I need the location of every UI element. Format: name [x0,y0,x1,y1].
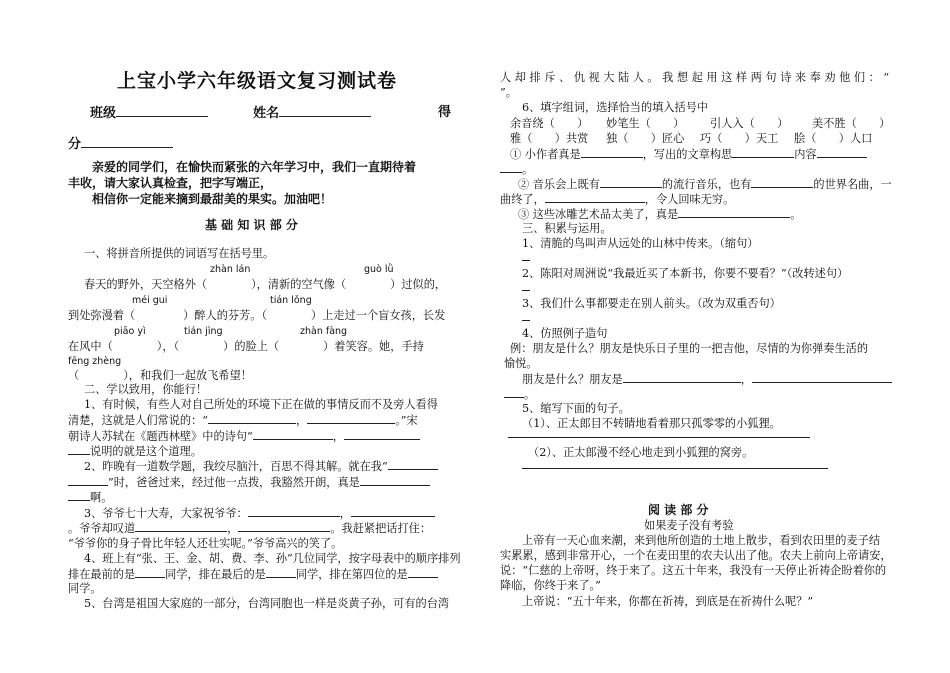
q6-word: 巧（ ）天工 [700,132,779,145]
q6-sentence-1: ① 小作者真是 ，写出的文章构思 内容 [510,146,867,162]
score-field[interactable] [81,136,173,148]
intro-line-3: 相信你一定能来摘到最甜美的果实。加油吧！ [92,192,333,206]
pinyin-guolv: guò lǜ [364,264,394,275]
q1-line-1: 春天的野外，天空格外（ ），清新的空气像（ ）过似的， [84,278,447,291]
answer-line[interactable] [522,468,828,469]
q2-item-2b: ”时，爸爸过来，经过他一点拨，我豁然开朗，真是 [68,474,430,490]
q6-sentence-3: ③ 这些冰雕艺术品太美了，真是 。 [518,208,802,221]
pinyin-zhanfang: zhàn fàng [300,326,348,337]
q2-item-4b: 排在最前的是 同学，排在最后的是 同学，排在第四位的是 [68,566,438,582]
q6-word: 引人入（ ） [710,117,789,130]
answer-line[interactable] [266,566,296,578]
q6-word: 脍（ ）人口 [794,132,873,145]
intro-line-1: 亲爱的同学们，在愉快而紧张的六年学习中，我们一直期待着 [92,160,417,174]
q2-item-1d: 说明的就是这个道理。 [68,443,202,459]
answer-line[interactable] [351,505,435,517]
pinyin-fengzheng: fēng zhèng [68,356,122,367]
q6-word: 美不胜（ ） [812,117,891,130]
answer-line[interactable] [68,489,90,501]
q3-item-5: 5、缩写下面的句子。 [522,402,630,415]
answer-line[interactable] [817,146,867,158]
answer-line[interactable] [500,161,522,173]
answer-line[interactable] [522,290,530,291]
pinyin-zhanlan: zhàn lán [210,264,251,275]
q6-word: 独（ ）匠心 [606,132,685,145]
answer-line[interactable] [135,566,165,578]
q2-item-1b: 清楚，这就是人们常说的：“ ， 。”宋 [68,414,418,427]
passage-line-1: 上帝有一天心血来潮，来到他所创造的土地上散步，看到农田里的麦子结 [522,534,881,547]
answer-line[interactable] [238,520,330,532]
name-label: 姓名 [253,106,280,121]
answer-line[interactable] [68,474,108,486]
q1-line-2: 到处弥漫着（ ）醉人的芬芳。（ ）上走过一个盲女孩，长发 [68,309,446,322]
pinyin-tianlong: tián lǒng [270,295,312,306]
score-line [68,136,173,152]
answer-line[interactable] [135,520,227,532]
answer-line[interactable] [751,176,813,188]
q2-item-1a: 1、有时候，有些人对自己所处的环境下正在做的事情反而不及旁人看得 [84,398,438,411]
q2-item-3a: 3、爷爷七十大寿，大家祝爷爷： ， [84,505,435,521]
q1-line-4: （ ），和我们一起放飞希望！ [68,369,252,382]
q6-heading: 6、填字组词，选择恰当的填入括号中 [522,101,709,114]
q2-item-3c: “爷爷你的身子骨比年轻人还壮实呢。”爷爷高兴的笑了。 [68,537,343,550]
q2-item-1c: 朝诗人苏轼在《题西林壁》中的诗句“ ， [68,428,420,444]
q3-item-5b: （2）、正太郎漫不经心地走到小狐狸的窝旁。 [528,446,754,459]
answer-line[interactable] [408,566,438,578]
q6-word: 余音绕（ ） [510,117,589,130]
q6-word: 雅（ ）共赏 [510,132,589,145]
score-label-2: 分 [68,137,82,152]
q2-item-3b: 。爷爷却叹道 ， 。我赶紧把话打住： [68,522,432,535]
q3-item-4: 4、仿照例子造句 [522,327,608,340]
section-title-basics: 基 础 知 识 部 分 [205,218,298,232]
answer-line[interactable] [504,386,524,398]
answer-line[interactable] [360,474,430,486]
q3-example-a: 例：朋友是什么？朋友是快乐日子里的一把吉他，尽情的为你弹奏生活的 [510,342,869,355]
exam-title: 上宝小学六年级语文复习测试卷 [117,70,398,92]
answer-line[interactable] [68,443,90,455]
q3-item-3: 3、我们什么事都要走在别人前头。（改为双重否句） [522,297,781,310]
q1-line-3: 在风中（ ），（ ）的脸上（ ）着笑容。她，手持 [68,340,424,353]
answer-line[interactable] [307,412,395,424]
answer-line[interactable] [208,412,296,424]
q3-item-4b: 朋友是什么？朋友是 ， [522,371,892,387]
answer-line[interactable] [522,260,530,261]
q3-example-b: 愉悦。 [504,357,538,370]
pinyin-tianjing: tián jìng [184,326,223,337]
q2-item-2a: 2、昨晚有一道数学题，我绞尽脑汁，百思不得其解。就在我“ [84,458,438,474]
answer-line[interactable] [522,320,530,321]
q6-sentence-1-cont: 。 [500,161,533,177]
class-label: 班级 [90,106,117,121]
intro-line-2: 丰收，请大家认真检查，把字写端正， [68,176,273,190]
name-field[interactable] [279,105,371,117]
q3-heading: 三、积累与运用。 [522,222,612,235]
pinyin-meigui: méi gui [132,295,168,306]
passage-line-5: 上帝说：“五十年来，你都在祈祷，到底是在祈祷什么呢？” [522,595,814,608]
q2-item-4c: 同学。 [68,582,102,595]
answer-line[interactable] [732,146,794,158]
student-info-line [90,105,371,121]
passage-title: 如果麦子没有考验 [644,519,734,532]
q6-sentence-2: ② 音乐会上既有 的流行音乐，也有 的世界名曲，一 [518,178,892,191]
pinyin-piaoyi: piāo yì [114,326,146,337]
q3-item-5a: （1）、正太郎目不转睛地看着那只孤零零的小狐狸。 [522,417,781,430]
q3-item-1: 1、清脆的鸟叫声从远处的山林中传来。（缩句） [522,237,759,250]
answer-line[interactable] [581,146,643,158]
answer-line[interactable] [508,437,810,438]
q2-item-4a: 4、班上有“张、王、金、胡、费、李、孙”几位同学，按字母表中的顺序排列 [84,552,461,565]
q1-heading: 一、将拼音所提供的词语写在括号里。 [84,247,275,260]
q2-item-5a: 5、台湾是祖国大家庭的一部分，台湾同胞也一样是炎黄子孙，可有的台湾 [84,597,450,610]
answer-line[interactable] [600,176,662,188]
answer-line[interactable] [344,428,420,440]
answer-line[interactable] [678,206,790,218]
q2-item-5c: ”。 [500,86,517,99]
answer-line[interactable] [253,428,333,440]
score-label: 得 [438,105,452,120]
answer-line[interactable] [623,371,741,383]
q6-sentence-2-cont: 曲终了， ，令人回味无穷。 [500,193,735,206]
answer-line[interactable] [545,191,645,203]
q2-heading: 二、学以致用，你能行！ [84,383,208,396]
passage-line-2: 实累累，感到非常开心，一个在麦田里的农夫认出了他。农夫上前向上帝请安， [500,549,892,562]
q2-item-5b: 人 却 排 斥 、 仇 视 大 陆 人 。 我 想 起 用 这 样 两 句 诗 来 奉 劝 他 们 ： “ [500,71,890,84]
passage-line-4: 降临，你终于来了。” [500,579,601,592]
q2-item-2c: 啊。 [68,489,112,505]
answer-line[interactable] [248,505,340,517]
q6-word: 妙笔生（ ） [606,117,685,130]
q3-item-2: 2、陈阳对周洲说“我最近买了本新书，你要不要看？”（改转述句） [522,267,849,280]
answer-line[interactable] [388,458,438,470]
q3-item-4c: 。 [504,386,535,402]
section-title-reading: 阅 读 部 分 [648,503,709,517]
passage-line-3: 说：“仁慈的上帝呀，终于来了。这五十年来，我没有一天停止祈祷企盼着你的 [500,564,887,577]
answer-line[interactable] [752,371,892,383]
class-field[interactable] [116,105,208,117]
